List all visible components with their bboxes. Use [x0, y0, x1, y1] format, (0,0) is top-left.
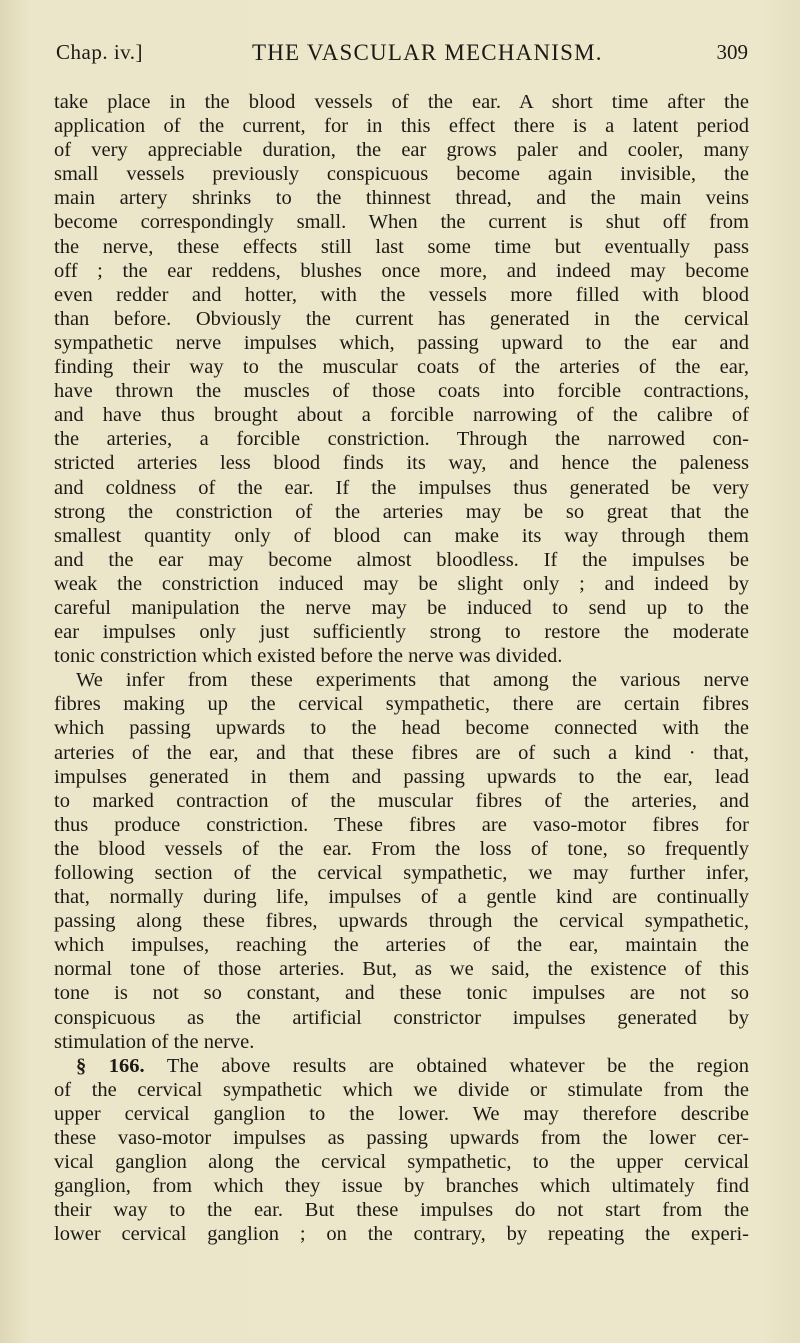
chapter-label: Chap. iv.]	[56, 40, 144, 64]
text-line: have thrown the muscles of those coats into forcible contractions,	[54, 380, 749, 403]
section-number: § 166.	[76, 1054, 145, 1077]
text-line: of very appreciable duration, the ear grows paler and cooler, many	[54, 139, 749, 162]
text-line: ganglion, from which they issue by branches which ultimately find	[54, 1175, 749, 1198]
text-line: finding their way to the muscular coats of the arteries of the ear,	[54, 356, 749, 379]
page-number: 309	[716, 40, 748, 64]
text-line: fibres making up the cervical sympathetic, there are certain fibres	[54, 693, 749, 716]
text-line: thus produce constriction. These fibres are vaso-motor fibres for	[54, 813, 749, 836]
body-text	[54, 90, 749, 1247]
text-line: off ; the ear reddens, blushes once more, and indeed may become	[54, 259, 749, 282]
text-line: which impulses, reaching the arteries of the ear, maintain the	[54, 934, 749, 957]
text-line: which passing upwards to the head become connected with the	[54, 717, 749, 740]
section-start-line	[54, 1054, 749, 1078]
page-header-title: THE VASCULAR MECHANISM.	[252, 40, 603, 65]
text-line: become correspondingly small. When the current is shut off from	[54, 211, 749, 234]
text-line: sympathetic nerve impulses which, passing upward to the ear and	[54, 331, 749, 354]
text-line: and the ear may become almost bloodless. If the impulses be	[54, 548, 749, 571]
text-line: their way to the ear. But these impulses do not start from the	[54, 1199, 749, 1222]
text-line: than before. Obviously the current has generated in the cervical	[54, 307, 749, 330]
text-line: conspicuous as the artificial constrictor impulses generated by	[54, 1006, 749, 1029]
text-line: take place in the blood vessels of the ear. A short time after the	[54, 91, 749, 113]
text-line: that, normally during life, impulses of a gentle kind are continually	[54, 886, 749, 909]
text-line: these vaso-motor impulses as passing upwards from the lower cer-	[54, 1127, 749, 1150]
text-line: even redder and hotter, with the vessels more filled with blood	[54, 283, 749, 306]
text-line: smallest quantity only of blood can make its way through them	[54, 524, 749, 547]
text-line: the blood vessels of the ear. From the loss of tone, so frequently	[54, 837, 749, 860]
text-line: lower cervical ganglion ; on the contrary, by repeating the experi-	[54, 1223, 749, 1246]
text-line: of the cervical sympathetic which we divide or stimulate from the	[54, 1078, 749, 1101]
text-line: and coldness of the ear. If the impulses thus generated be very	[54, 476, 749, 499]
text-line: careful manipulation the nerve may be induced to send up to the	[54, 596, 749, 619]
text-line: following section of the cervical sympathetic, we may further infer,	[54, 862, 749, 884]
text-line: main artery shrinks to the thinnest thread, and the main veins	[54, 187, 749, 210]
text-line: the nerve, these effects still last some time but eventually pass	[54, 235, 749, 258]
text-line: impulses generated in them and passing upwards to the ear, lead	[54, 765, 749, 788]
text-line: vical ganglion along the cervical sympathetic, to the upper cervical	[54, 1151, 749, 1174]
section-start-text: The above results are obtained whatever be the region	[144, 1054, 749, 1077]
text-line: small vessels previously conspicuous become again invisible, the	[54, 163, 749, 186]
text-line: application of the current, for in this effect there is a latent period	[54, 115, 749, 138]
text-line: the arteries, a forcible constriction. Through the narrowed con-	[54, 428, 749, 451]
text-line: arteries of the ear, and that these fibres are of such a kind · that,	[54, 741, 749, 764]
text-line: normal tone of those arteries. But, as we said, the existence of this	[54, 958, 749, 981]
paragraph-end-line: tonic constriction which existed before the nerve was divided.	[54, 645, 563, 668]
text-line: passing along these fibres, upwards through the cervical sympathetic,	[54, 910, 749, 933]
text-line: strong the constriction of the arteries may be so great that the	[54, 500, 749, 523]
text-line: to marked contraction of the muscular fibres of the arteries, and	[54, 789, 749, 812]
text-line: tone is not so constant, and these tonic impulses are not so	[54, 982, 749, 1005]
paragraph-start-line: We infer from these experiments that among the various nerve	[76, 669, 749, 692]
text-line: and have thus brought about a forcible narrowing of the calibre of	[54, 404, 749, 427]
text-line: weak the constriction induced may be slight only ; and indeed by	[54, 572, 749, 595]
text-line: stricted arteries less blood finds its way, and hence the paleness	[54, 452, 749, 475]
text-line: ear impulses only just sufficiently strong to restore the moderate	[54, 621, 749, 644]
running-head	[56, 40, 748, 80]
paragraph-end-line: stimulation of the nerve.	[54, 1030, 255, 1053]
text-line: upper cervical ganglion to the lower. We may therefore describe	[54, 1102, 749, 1125]
